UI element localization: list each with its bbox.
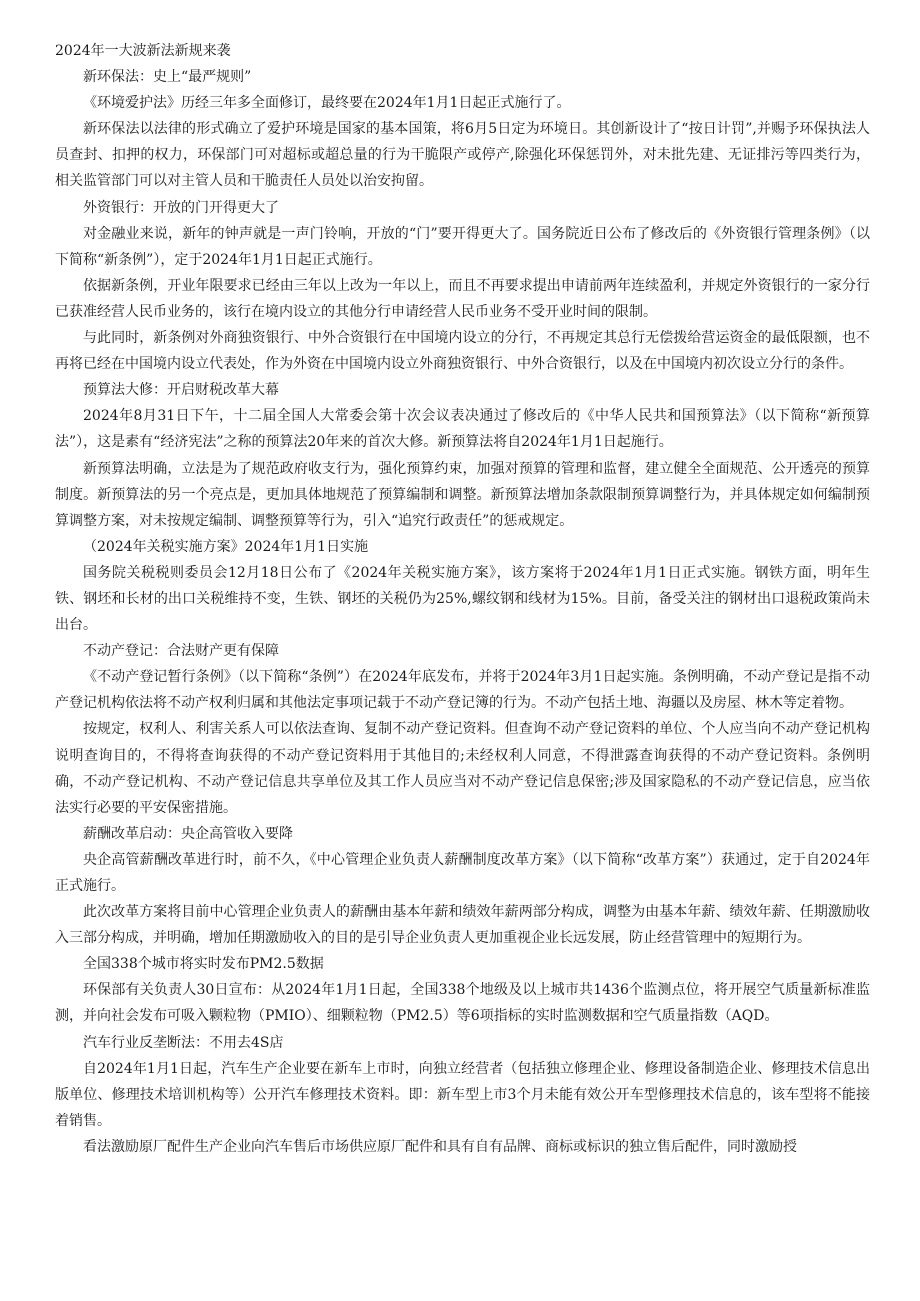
section-foreign-banks	[55, 195, 870, 378]
document-title: 2024年一大波新法新规来袭	[55, 43, 231, 59]
section-heading: 预算法大修：开启财税改革大幕	[83, 382, 279, 399]
paragraph: 看法激励原厂配件生产企业向汽车售后市场供应原厂配件和具有自有品牌、商标或标识的独立售后配件，同时激励授	[83, 1138, 797, 1155]
section-budget-law	[55, 377, 870, 534]
paragraph: 对金融业来说，新年的钟声就是一声门铃响，开放的“门”要开得更大了。国务院近日公布了修改后的《外资银行管理条例》（以下简称“新条例”），定于2024年1月1日起正式施行。	[55, 225, 870, 268]
document-page	[55, 38, 870, 1160]
section-auto-antitrust	[55, 1030, 870, 1160]
paragraph: 自2024年1月1日起，汽车生产企业要在新车上市时，向独立经营者（包括独立修理企业、修理设备制造企业、修理技术信息出版单位、修理技术培训机构等）公开汽车修理技术资料。即：新车型上市3个月未能有效公开车型修理技术信息的，该车型将不能接着销售。	[55, 1060, 870, 1129]
section-heading: 不动产登记：合法财产更有保障	[83, 643, 279, 660]
section-tariff-plan	[55, 534, 870, 638]
paragraph: 《不动产登记暂行条例》（以下简称“条例”）在2024年底发布，并将于2024年3月1日起实施。条例明确，不动产登记是指不动产登记机构依法将不动产权利归属和其他法定事项记载于不动产登记簿的行为。不动产包括土地、海疆以及房屋、林木等定着物。	[55, 669, 870, 712]
paragraph: 与此同时，新条例对外商独资银行、中外合资银行在中国境内设立的分行，不再规定其总行无偿拨给营运资金的最低限额，也不再将已经在中国境内设立代表处，作为外资在中国境内设立外商独资银行、中外合资银行，以及在中国境内初次设立分行的条件。	[55, 330, 870, 373]
section-heading: （2024年关税实施方案》2024年1月1日实施	[83, 538, 369, 555]
paragraph: 国务院关税税则委员会12月18日公布了《2024年关税实施方案》，该方案将于2024年1月1日正式实施。钢铁方面，明年生铁、钢坯和长材的出口关税维持不变，生铁、钢坯的关税仍为25%,螺纹钢和线材为15%。目前，备受关注的钢材出口退税政策尚未出台。	[55, 564, 870, 634]
section-heading: 外资银行：开放的门开得更大了	[83, 199, 279, 216]
section-heading: 薪酬改革启动：央企高管收入要降	[83, 825, 293, 842]
paragraph: 2024年8月31日下午，十二届全国人大常委会第十次会议表决通过了修改后的《中华人民共和国预算法》（以下简称“新预算法”），这是素有“经济宪法”之称的预算法20年来的首次大修。新预算法将自2024年1月1日起施行。	[55, 408, 870, 451]
section-pm25-data	[55, 951, 870, 1029]
section-new-environmental-law	[55, 64, 870, 194]
paragraph: 新环保法以法律的形式确立了爱护环境是国家的基本国策，将6月5日定为环境日。其创新设计了“按日计罚”,并赐予环保执法人员查封、扣押的权力，环保部门可对超标或超总量的行为干脆限产或停产,除强化环保惩罚外，对未批先建、无证排污等四类行为，相关监管部门可以对主管人员和干脆责任人员处以治安拘留。	[55, 121, 870, 190]
paragraph: 依据新条例，开业年限要求已经由三年以上改为一年以上，而且不再要求提出申请前两年连续盈利，并规定外资银行的一家分行已获准经营人民币业务的，该行在境内设立的其他分行申请经营人民币业务不受开业时间的限制。	[55, 277, 870, 320]
section-heading: 全国338个城市将实时发布PM2.5数据	[83, 956, 324, 973]
section-salary-reform	[55, 821, 870, 951]
section-real-estate-registration	[55, 638, 870, 821]
paragraph: 按规定，权利人、利害关系人可以依法查询、复制不动产登记资料。但查询不动产登记资料的单位、个人应当向不动产登记机构说明查询目的，不得将查询获得的不动产登记资料用于其他目的;未经权利人同意，不得泄露查询获得的不动产登记资料。条例明确，不动产登记机构、不动产登记信息共享单位及其工作人员应当对不动产登记信息保密;涉及国家隐私的不动产登记信息，应当依法实行必要的平安保密措施。	[55, 721, 870, 816]
section-heading: 汽车行业反垄断法：不用去4S店	[83, 1034, 284, 1051]
paragraph: 央企高管薪酬改革进行时，前不久，《中心管理企业负责人薪酬制度改革方案》（以下简称“改革方案”）获通过，定于自2024年正式施行。	[55, 851, 870, 894]
paragraph: 此次改革方案将目前中心管理企业负责人的薪酬由基本年薪和绩效年薪两部分构成，调整为由基本年薪、绩效年薪、任期激励收入三部分构成，并明确，增加任期激励收入的目的是引导企业负责人更加重视企业长远发展，防止经营管理中的短期行为。	[55, 904, 870, 947]
paragraph: 环保部有关负责人30日宣布：从2024年1月1日起，全国338个地级及以上城市共1436个监测点位，将开展空气质量新标准监测，并向社会发布可吸入颗粒物（PMIO）、细颗粒物（PM2.5）等6项指标的实时监测数据和空气质量指数（AQD。	[55, 982, 870, 1025]
paragraph: 《环境爱护法》历经三年多全面修订，最终要在2024年1月1日起正式施行了。	[83, 95, 571, 112]
section-heading: 新环保法：史上“最严规则”	[83, 69, 252, 86]
paragraph: 新预算法明确，立法是为了规范政府收支行为，强化预算约束，加强对预算的管理和监督，建立健全全面规范、公开透亮的预算制度。新预算法的另一个亮点是，更加具体地规范了预算编制和调整。新预算法增加条款限制预算调整行为，并具体规定如何编制预算调整方案，对未按规定编制、调整预算等行为，引入“追究行政责任”的惩戒规定。	[55, 460, 870, 529]
